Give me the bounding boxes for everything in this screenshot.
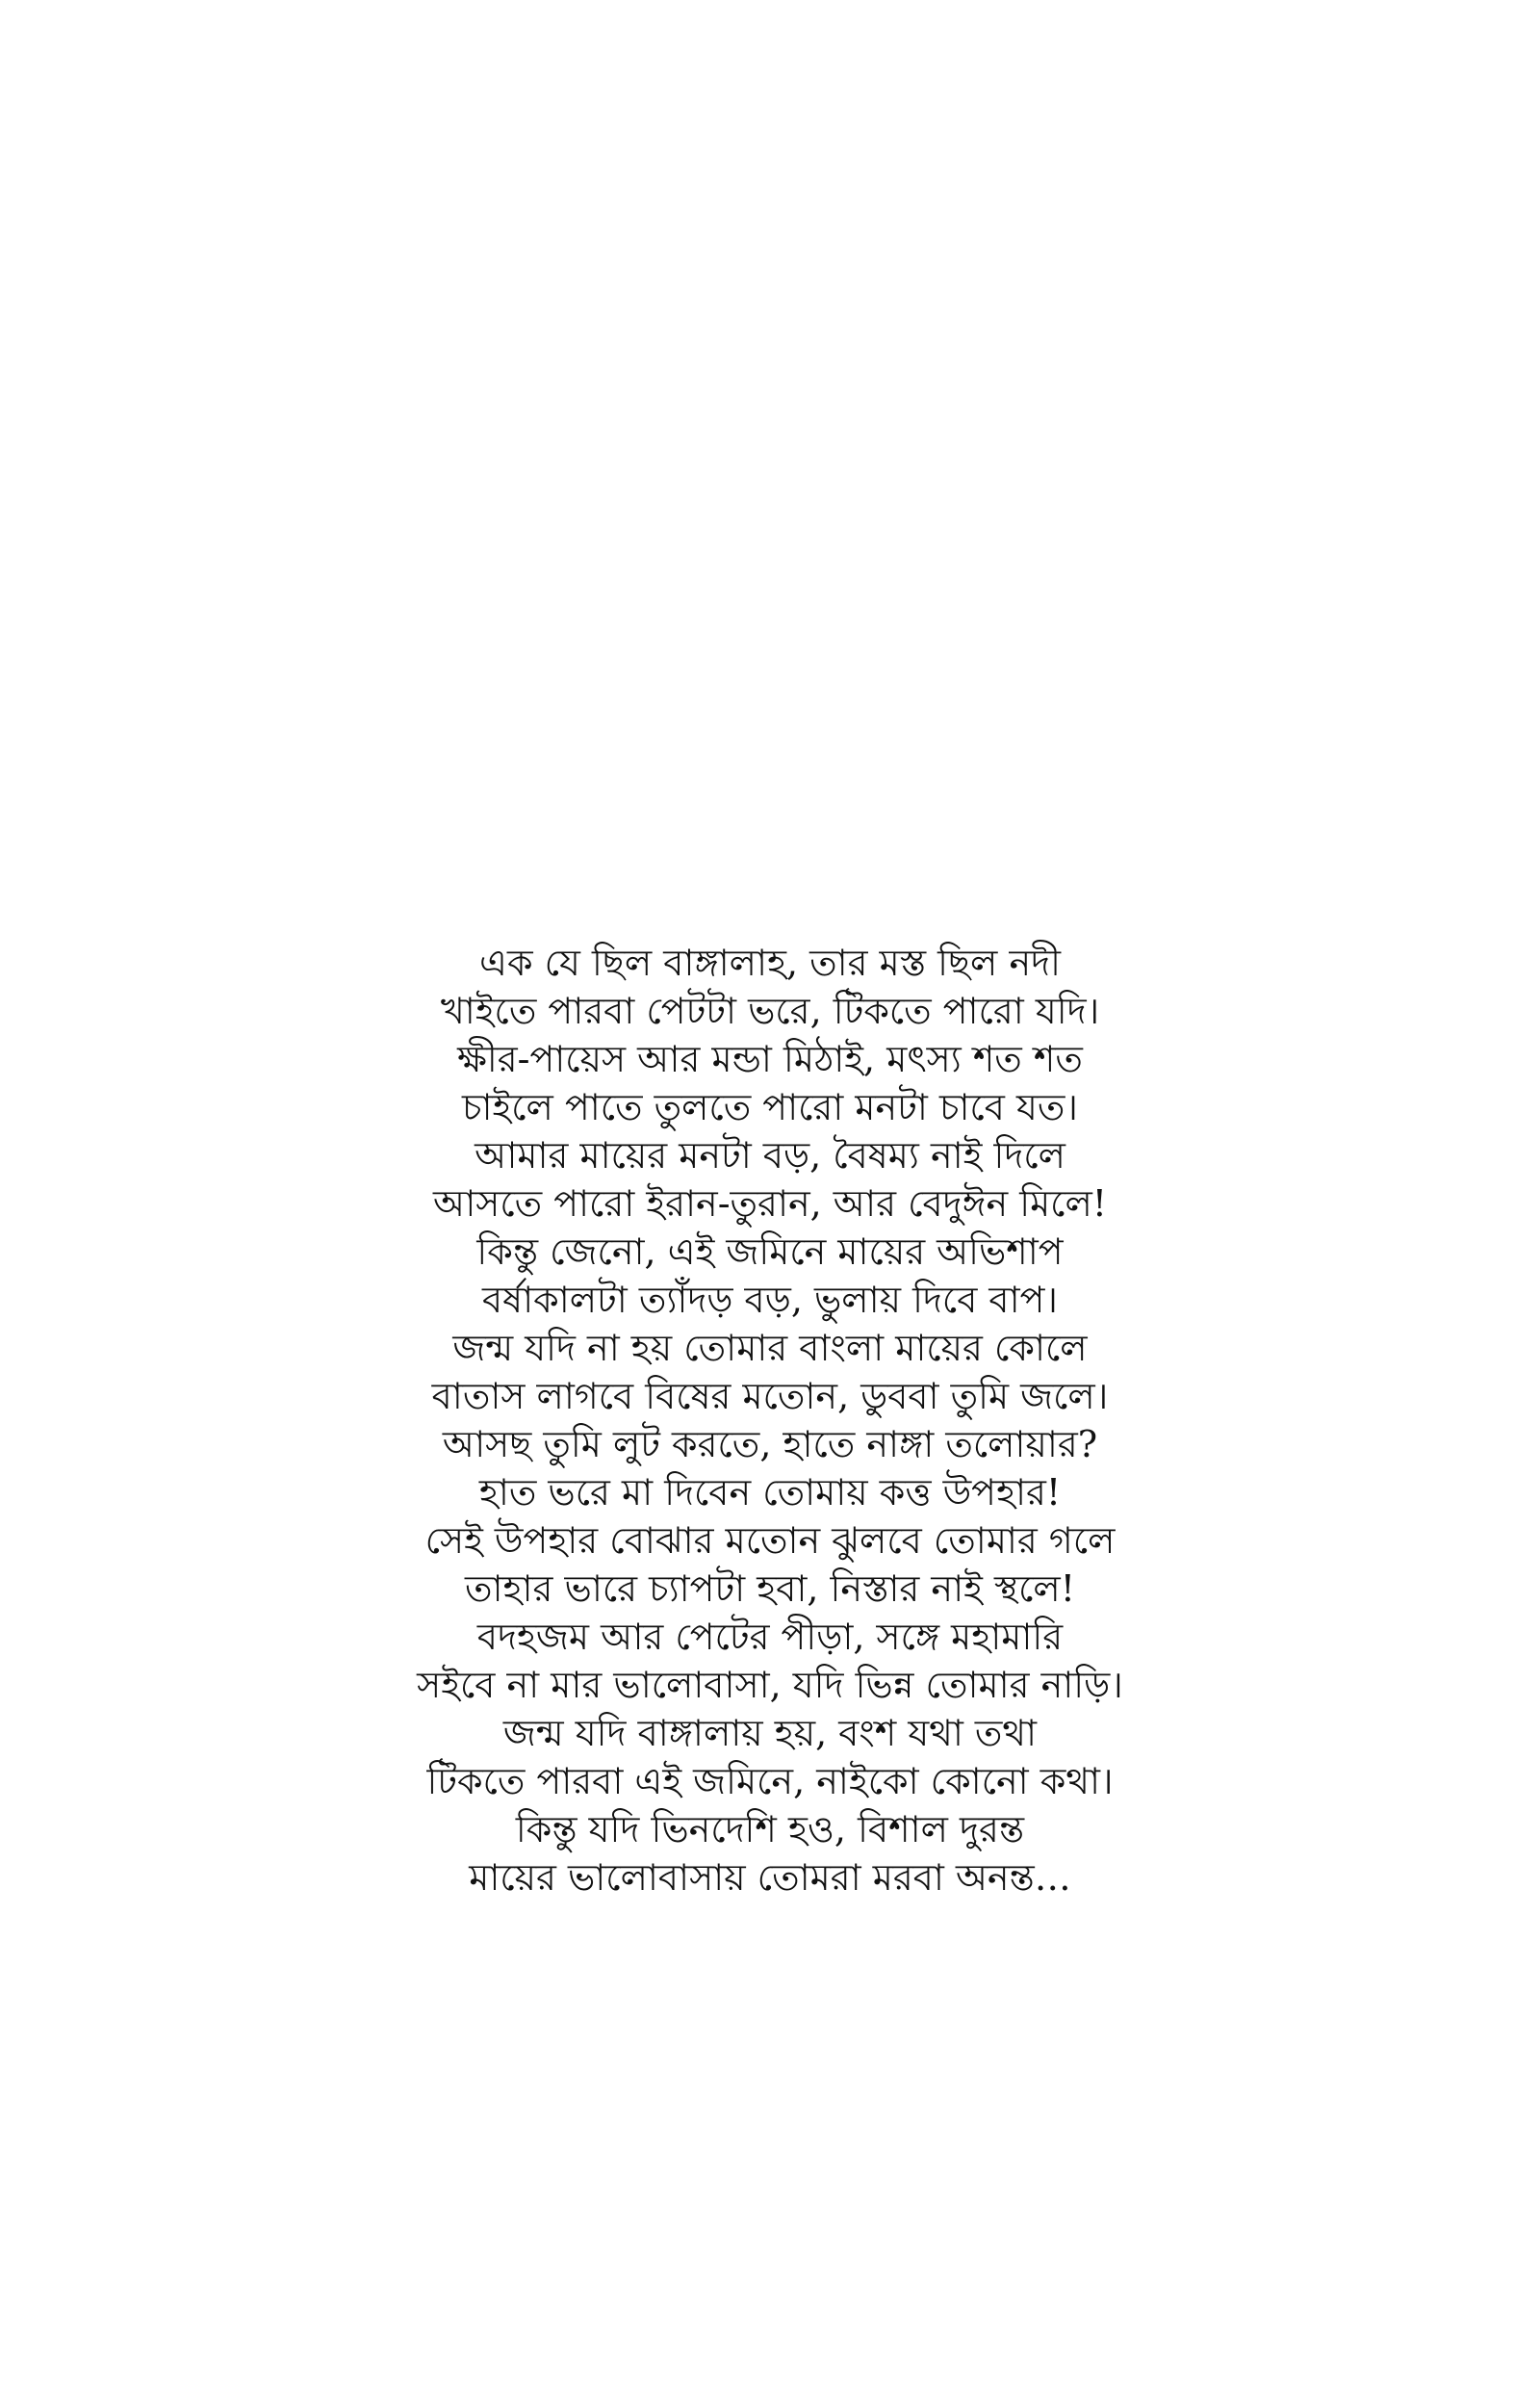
poem-line: বর্ষাকালটা ত্যাঁদড় বড়, ভুলায় দিবে বাপ। bbox=[481, 1279, 1058, 1321]
poem-line: কিন্তু জেনো, এই জমিনে মায়ের অভিশাপ bbox=[476, 1230, 1064, 1273]
poem-line: আসছ তুমি লুট করতে, হাতে নাঙ্গা তলোয়ার? bbox=[442, 1423, 1098, 1465]
poem-line: বাতাস লাগবে বিষের মতোন, ডুববা তুমি জলে। bbox=[431, 1375, 1109, 1417]
poem-line: টিকতে পারবা এই জমিনে, নাইকো কোনো কথা। bbox=[426, 1760, 1114, 1802]
poem-line: জন্ম যদি না হয় তোমার বাংলা মায়ের কোলে bbox=[452, 1327, 1088, 1369]
poem-line: হাত ভরে মা দিবেন তোমায় কত্ত উপহার! bbox=[478, 1471, 1062, 1514]
poem-line: জন্ম যদি বাঙ্গালায় হয়, বংশ যথা তথা bbox=[502, 1712, 1038, 1754]
poem-line: খাইতে পারবা পেটটা ভরে, টিকতে পারো যদি। bbox=[440, 990, 1100, 1032]
poem-line: সেই উপহার বোঝার মতোন ঝুলবে তোমার গলে bbox=[424, 1519, 1116, 1562]
poem-line: আসতে পারো ইরান-তুরান, আর বেদুঈন মিলে! bbox=[432, 1182, 1108, 1225]
poem-line: ক্ষীর-পায়েস আর মন্ডা মিঠাই, মৎস্য শত শত bbox=[457, 1038, 1083, 1080]
poem-line: মায়ের ভালোবাসায় তোমরা মরবা অনন্ত… bbox=[469, 1856, 1071, 1899]
poem-line: আমার মায়ের মনটা বড়, বৈষম্য নাই দিলে bbox=[475, 1134, 1065, 1177]
poem-line: কিন্তু যদি ভিনদেশি হও, বিশাল দুরন্ত bbox=[515, 1808, 1025, 1850]
poem-line: এক যে ছিল বাঙ্গালাহ, তার মস্ত ছিল নদী bbox=[479, 942, 1061, 984]
poem-line: বদহজম আর পেটের পীড়া, সঙ্গে মহামারি bbox=[476, 1616, 1064, 1658]
poem bbox=[0, 939, 1540, 1902]
poem-line: তাহার ভারে চ্যাপটা হবা, নিস্তার নাই স্থলে! bbox=[465, 1567, 1075, 1610]
poem-line: সইবে না মার ভালোবাসা, যদি ভিন্ন তোমার নাড়ি। bbox=[417, 1664, 1123, 1706]
poem-line: চাইলে পাতে তুলতে পারো মনটা চাবে যত। bbox=[461, 1086, 1078, 1128]
